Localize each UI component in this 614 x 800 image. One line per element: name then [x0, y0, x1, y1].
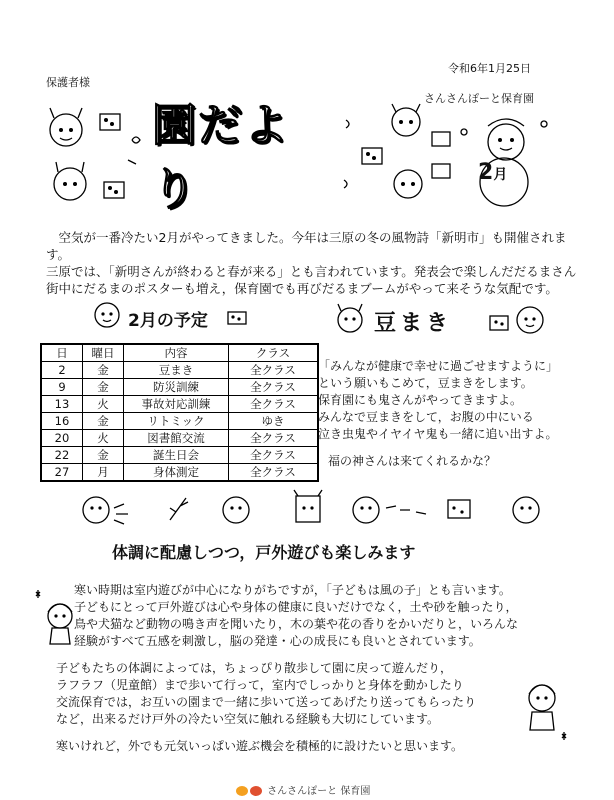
cell: 9 — [41, 379, 83, 396]
oni-face-icon — [330, 300, 370, 336]
cell: 全クラス — [229, 396, 319, 413]
cell: 13 — [41, 396, 83, 413]
cell: リトミック — [124, 413, 229, 430]
mamemaki-title: 豆まき — [374, 311, 453, 336]
outdoor-line: 交流保育では，お互いの園まで一緒に歩いて送ってあげたり送ってもらったり — [56, 695, 477, 709]
col-header: 内容 — [124, 344, 229, 362]
cell: 全クラス — [229, 362, 319, 379]
intro-line: 三原では、「新明さんが終わると春が来る」とも言われています。発表会で楽しんだだるまさん — [46, 264, 577, 279]
child-with-beans-icon — [486, 300, 550, 340]
children-illustration — [336, 100, 456, 212]
winter-child-left-illustration — [30, 586, 80, 648]
cell: 全クラス — [229, 464, 319, 482]
schedule-table — [40, 343, 319, 482]
bean-box-icon — [224, 304, 250, 328]
col-header: 日 — [41, 344, 83, 362]
table-header-row — [41, 344, 318, 362]
intro-line: 空気が一番冷たい2月がやってきました。今年は三原の冬の風物詩「新明市」も開催されます。 — [46, 230, 567, 262]
table-row — [41, 430, 318, 447]
outdoor-line: 子どもたちの体調によっては，ちょっぴり散歩して園に戻って遊んだり， — [56, 661, 453, 675]
schedule-title: 2月の予定 — [128, 311, 208, 331]
month-badge — [478, 160, 528, 190]
col-header: クラス — [229, 344, 319, 362]
footer-logo — [236, 782, 370, 797]
cell: 16 — [41, 413, 83, 430]
newsletter-title: 園だより — [152, 100, 290, 215]
mamemaki-line: という願いもこめて，豆まきをします。 — [318, 376, 533, 390]
outdoor-paragraph-3: 寒いけれど，外でも元気いっぱい遊ぶ機会を積極的に設けたいと思います。 — [56, 739, 464, 753]
recipient: 保護者様 — [46, 76, 90, 89]
month-unit: 月 — [493, 167, 508, 183]
cell: 身体測定 — [124, 464, 229, 482]
mamemaki-text — [318, 358, 588, 470]
mamemaki-line: 保育園にも鬼さんがやってきますよ。 — [318, 393, 523, 407]
child-face-icon — [92, 298, 122, 332]
cell: 火 — [83, 396, 124, 413]
outdoor-paragraph-1 — [74, 582, 594, 650]
footer-logo-text: さんさんぽーと 保育園 — [267, 786, 371, 797]
cell: 防災訓練 — [124, 379, 229, 396]
mamemaki-line: 泣き虫鬼やイヤイヤ鬼も一緒に追い出すよ。 — [318, 427, 558, 441]
month-number: 2 — [478, 160, 494, 185]
cell: 全クラス — [229, 430, 319, 447]
cell: 誕生日会 — [124, 447, 229, 464]
sun-logo-icon — [250, 786, 262, 796]
intro-text — [46, 229, 586, 297]
cell: ゆき — [229, 413, 319, 430]
mamemaki-closing: 福の神さんは来てくれるかな？ — [328, 454, 497, 468]
cell: 27 — [41, 464, 83, 482]
cell: 20 — [41, 430, 83, 447]
cell: 金 — [83, 379, 124, 396]
cell: 金 — [83, 447, 124, 464]
table-row — [41, 396, 318, 413]
sun-logo-icon — [236, 786, 248, 796]
col-header: 曜日 — [83, 344, 124, 362]
cell: 事故対応訓練 — [124, 396, 229, 413]
table-row — [41, 362, 318, 379]
cell: 金 — [83, 362, 124, 379]
cell: 2 — [41, 362, 83, 379]
outdoor-line: 経験がすべて五感を刺激し，脳の発達・心の成長にも良いとされています。 — [74, 634, 481, 648]
issue-date: 令和6年1月25日 — [448, 62, 531, 75]
table-row — [41, 464, 318, 482]
outdoor-line: 寒い時期は室内遊びが中心になりがちですが，「子どもは風の子」とも言います。 — [74, 583, 511, 597]
cell: 火 — [83, 430, 124, 447]
outdoor-section-title: 体調に配慮しつつ，戸外遊びも楽しみます — [112, 543, 416, 562]
table-row — [41, 413, 318, 430]
setsubun-divider-illustration — [60, 488, 560, 528]
nursery-name: さんさんぽーと保育園 — [424, 92, 534, 105]
cell: 全クラス — [229, 447, 319, 464]
winter-child-right-illustration — [514, 672, 574, 744]
table-row — [41, 379, 318, 396]
cell: 22 — [41, 447, 83, 464]
table-row — [41, 447, 318, 464]
outdoor-line: ラフラフ（児童館）まで歩いて行って，室内でしっかりと身体を動かしたり — [56, 678, 464, 692]
oni-mask-illustration — [40, 100, 150, 212]
cell: 月 — [83, 464, 124, 482]
mamemaki-line: みんなで豆まきをして，お腹の中にいる — [318, 410, 534, 424]
cell: 豆まき — [124, 362, 229, 379]
cell: 図書館交流 — [124, 430, 229, 447]
intro-line: 街中にだるまのポスターも増え，保育園でも再びだるまブームがやって来そうな気配です。 — [46, 281, 558, 296]
mamemaki-line: 「みんなが健康で幸せに過ごせますように」 — [318, 359, 559, 373]
outdoor-line: など，出来るだけ戸外の冷たい空気に触れる経験も大切にしています。 — [56, 712, 440, 726]
outdoor-line: 子どもにとって戸外遊びは心や身体の健康に良いだけでなく，土や砂を触ったり， — [74, 600, 518, 614]
outdoor-line: 鳥や犬猫など動物の鳴き声を聞いたり，木の葉や花の香りをかいだりと，いろんな — [74, 617, 519, 631]
cell: 全クラス — [229, 379, 319, 396]
cell: 金 — [83, 413, 124, 430]
